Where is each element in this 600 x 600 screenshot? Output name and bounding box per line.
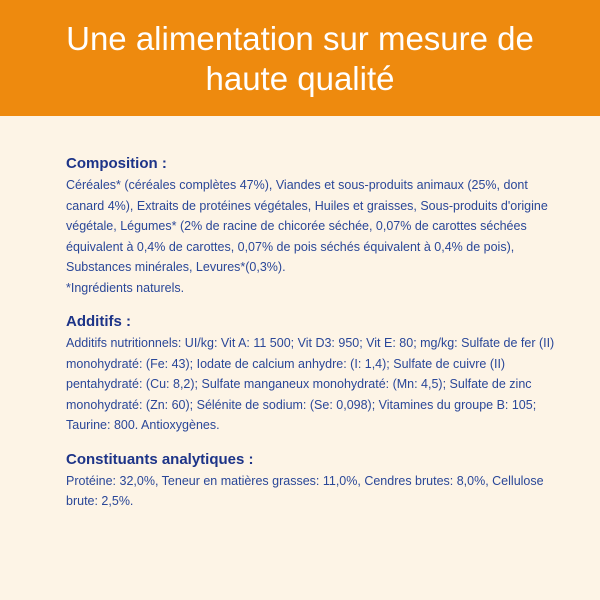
composition-text: Céréales* (céréales complètes 47%), Viandes et sous-produits animaux (25%, dont canard 4%), Extraits de protéines végétales, Huiles et graisses, Sous-produits d'origine végétale, Légumes* (2% de racine de chicorée séchée, 0,07% de carottes séchées équivalent à 0,4% de carottes, 0,07% de pois séchés équivalent à 0,4% de pois), Substances minérales, Levures*(0,3%). — [66, 178, 548, 274]
additives-text: Additifs nutritionnels: UI/kg: Vit A: 11 500; Vit D3: 950; Vit E: 80; mg/kg: Sulfate de fer (II) monohydraté: (Fe: 43); Iodate de calcium anhydre: (I: 1,4); Sulfate de cuivre (II) pentahydraté: (Cu: 8,2); Sulfate manganeux monohydraté: (Mn: 4,5); Sulfate de zinc monohydraté: (Zn: 60); Sélénite de sodium: (Se: 0,098); Vitamines du groupe B: 105; Taurine: 800. Antioxygènes. — [66, 336, 555, 432]
additives-section — [66, 312, 556, 436]
composition-section — [66, 154, 556, 298]
composition-heading: Composition : — [66, 155, 167, 172]
analytical-constituents-section — [66, 450, 556, 512]
additives-heading: Additifs : — [66, 313, 131, 330]
composition-footnote: *Ingrédients naturels. — [66, 280, 185, 295]
content-area — [66, 154, 556, 526]
analytical-constituents-text: Protéine: 32,0%, Teneur en matières grasses: 11,0%, Cendres brutes: 8,0%, Cellulose brute: 2,5%. — [66, 473, 544, 508]
page-title: Une alimentation sur mesure de haute qualité — [66, 20, 534, 97]
analytical-constituents-heading: Constituants analytiques : — [66, 450, 254, 468]
header-banner — [0, 0, 600, 116]
